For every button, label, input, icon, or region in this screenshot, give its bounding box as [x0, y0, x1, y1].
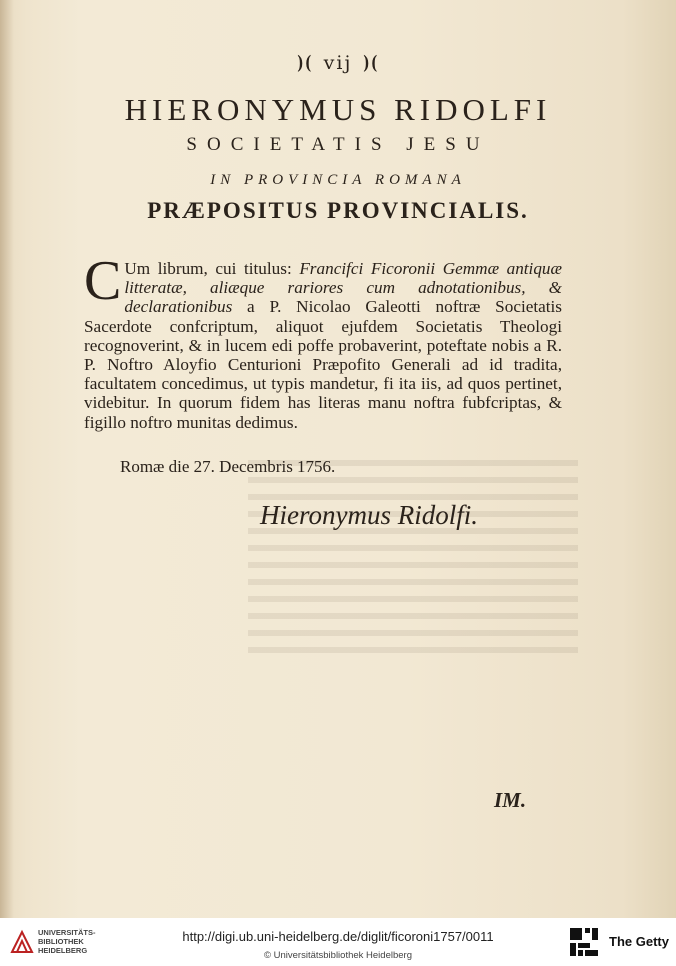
getty-logo-icon [569, 927, 599, 957]
page-number-line [0, 52, 676, 74]
heading-office: PRÆPOSITUS PROVINCIALIS. [147, 198, 529, 223]
date-line: Romæ die 27. Decembris 1756. [120, 457, 336, 476]
page-number: vij [323, 52, 353, 74]
bleed-through-text [248, 460, 578, 660]
viewer-footer [0, 918, 676, 966]
body-text-rest: a P. Nicolao Galeotti noftræ Societatis Sacerdote confcriptum, aliquot ejufdem Societatis Theologi recognoverint, & in lucem edi poffe probaverint, poteftate nobis a R. P. Noftro Aloyfio Centurioni Præpofito Generali ad id tradita, facultatem concedimus, ut typis mandetur, fi ita iis, ad quos pertinet, videbitur. In quorum fidem has literas manu noftra fubfcriptas, & figillo noftro munitas dedimus. [84, 297, 562, 432]
logo-line-3: HEIDELBERG [38, 946, 88, 955]
copyright-text: © Universitätsbibliothek Heidelberg [264, 950, 412, 961]
logo-line-2: BIBLIOTHEK [38, 937, 84, 946]
drop-capital: C [84, 250, 122, 312]
getty-label: The Getty [609, 934, 669, 949]
catchword: IM. [494, 788, 527, 812]
ornament-right: )( [363, 52, 380, 74]
ornament-left: )( [296, 52, 313, 74]
signature: Hieronymus Ridolfi. [260, 500, 478, 530]
approval-paragraph [84, 250, 562, 432]
heading-name: HIERONYMUS RIDOLFI [124, 92, 552, 127]
logo-line-1: UNIVERSITÄTS- [38, 928, 96, 937]
book-title-italic: Francifci Ficoronii Gemmæ antiquæ litteratæ, aliæque rariores cum adnotationibus, & declarationibus [124, 259, 562, 317]
heading-province: IN PROVINCIA ROMANA [210, 172, 466, 188]
heading-society: SOCIETATIS JESU [186, 134, 490, 155]
source-url-link[interactable]: http://digi.ub.uni-heidelberg.de/diglit/ficoroni1757/0011 [182, 929, 494, 944]
body-text-start: Um librum, cui titulus: [124, 259, 300, 278]
